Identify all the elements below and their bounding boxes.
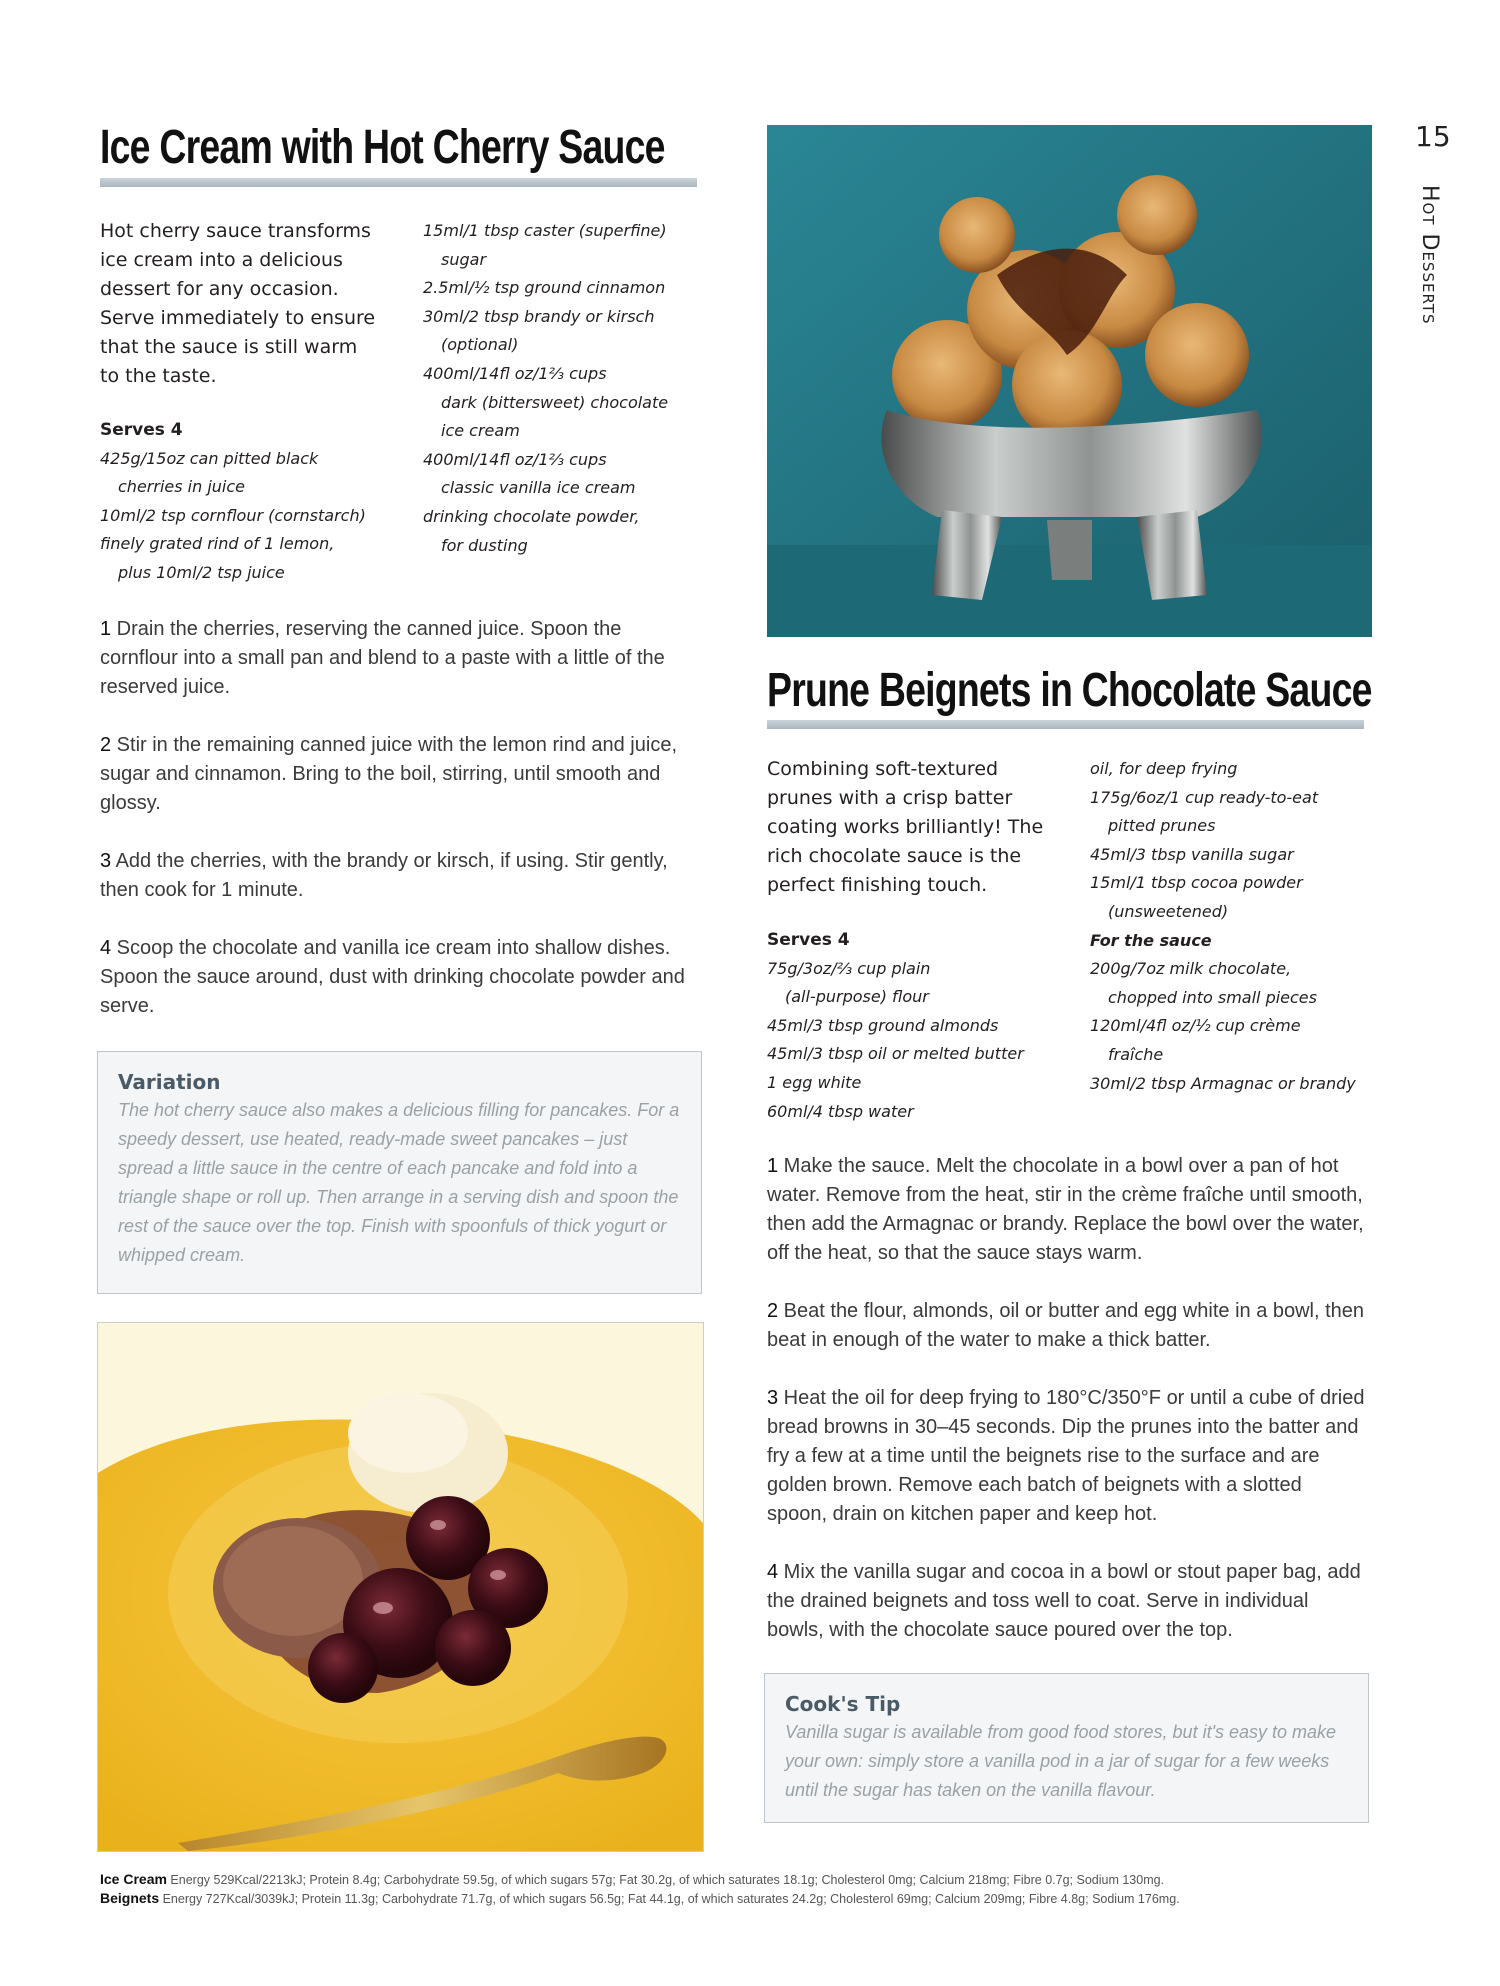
ice-cream-photo bbox=[97, 1322, 704, 1852]
step-text: Mix the vanilla sugar and cocoa in a bowl or stout paper bag, add the drained beignets and toss well to coat. Serve in individual bowls, with the chocolate sauce poured over the top. bbox=[767, 1561, 1361, 1641]
ingredient-item bbox=[100, 445, 400, 502]
method-step bbox=[767, 1384, 1367, 1529]
method-step bbox=[767, 1297, 1367, 1355]
ingredient-line: fraîche bbox=[1108, 1044, 1164, 1064]
ingredient-line: 30ml/2 tbsp brandy or kirsch bbox=[423, 306, 655, 326]
ingredient-line: 175g/6oz/1 cup ready-to-eat bbox=[1090, 787, 1319, 807]
ingredient-line: ice cream bbox=[441, 421, 520, 441]
step-number: 2 bbox=[767, 1300, 779, 1322]
ingredient-line: classic vanilla ice cream bbox=[441, 478, 636, 498]
variation-box bbox=[97, 1051, 702, 1294]
ice-cream-illustration bbox=[98, 1323, 703, 1851]
beignets-illustration bbox=[767, 125, 1372, 637]
ingredient-line: plus 10ml/2 tsp juice bbox=[118, 562, 285, 582]
ingredient-item bbox=[423, 360, 713, 446]
ingredient-item bbox=[100, 530, 400, 587]
step-number: 3 bbox=[100, 850, 112, 872]
variation-heading: Variation bbox=[118, 1070, 221, 1094]
ingredient-item bbox=[423, 217, 713, 274]
ingredient-item bbox=[767, 955, 1067, 1012]
step-text: Heat the oil for deep frying to 180°C/350°F or until a cube of dried bread browns in 30–45 seconds. Dip the prunes into the batter and fry a few at a time until the beignets rise to the surface and are golden brown. Remove each batch of beignets with a slotted spoon, drain on kitchen paper and keep hot. bbox=[767, 1387, 1365, 1525]
step-number: 1 bbox=[100, 618, 112, 640]
ingredient-item bbox=[100, 502, 400, 531]
ingredient-line: 120ml/4fl oz/½ cup crème bbox=[1090, 1016, 1301, 1036]
recipe2-ingredients-col1 bbox=[767, 926, 1067, 1126]
ingredient-line: 45ml/3 tbsp oil or melted butter bbox=[767, 1044, 1024, 1064]
recipe1-ingredient-list-1 bbox=[100, 445, 400, 588]
recipe1-title-rule bbox=[100, 178, 697, 187]
method-step bbox=[767, 1558, 1367, 1645]
ingredient-line: 45ml/3 tbsp vanilla sugar bbox=[1090, 844, 1294, 864]
ingredient-item bbox=[423, 274, 713, 303]
step-text: Make the sauce. Melt the chocolate in a bowl over a pan of hot water. Remove from the heat, stir in the crème fraîche until smooth, then add the Armagnac or brandy. Replace the bowl over the water, off the heat, so that the sauce stays warm. bbox=[767, 1155, 1364, 1264]
ingredient-item bbox=[1090, 869, 1390, 926]
nutrition-info bbox=[100, 1870, 1180, 1908]
method-step bbox=[767, 1152, 1367, 1268]
ingredient-item bbox=[1090, 1012, 1390, 1069]
ingredient-line: 2.5ml/½ tsp ground cinnamon bbox=[423, 278, 666, 298]
ingredient-item bbox=[1090, 755, 1390, 784]
step-number: 4 bbox=[767, 1561, 779, 1583]
ingredient-line: 75g/3oz/⅔ cup plain bbox=[767, 958, 931, 978]
ingredient-line: 400ml/14fl oz/1⅔ cups bbox=[423, 449, 607, 469]
method-step bbox=[100, 615, 690, 702]
ingredient-line: 15ml/1 tbsp cocoa powder bbox=[1090, 873, 1303, 893]
method-step bbox=[100, 731, 690, 818]
ingredient-item bbox=[767, 1098, 1067, 1127]
ingredient-line: 30ml/2 tbsp Armagnac or brandy bbox=[1090, 1073, 1356, 1093]
cooks-tip-text: Vanilla sugar is available from good food stores, but it's easy to make your own: simply store a vanilla pod in a jar of sugar for a few weeks until the sugar has taken on the vanilla flavour. bbox=[785, 1722, 1337, 1800]
step-number: 1 bbox=[767, 1155, 779, 1177]
recipe1-ingredient-list-2 bbox=[423, 217, 713, 560]
ingredient-line: 425g/15oz can pitted black bbox=[100, 448, 319, 468]
recipe2-steps bbox=[767, 1152, 1367, 1674]
method-step bbox=[100, 847, 690, 905]
ingredient-item bbox=[767, 1012, 1067, 1041]
ingredient-line: 60ml/4 tbsp water bbox=[767, 1101, 914, 1121]
recipe1-title: Ice Cream with Hot Cherry Sauce bbox=[100, 121, 665, 174]
step-text: Beat the flour, almonds, oil or butter and egg white in a bowl, then beat in enough of the water to make a thick batter. bbox=[767, 1300, 1365, 1351]
ingredient-item bbox=[1090, 1070, 1390, 1099]
step-text: Scoop the chocolate and vanilla ice cream into shallow dishes. Spoon the sauce around, dust with drinking chocolate powder and serve. bbox=[100, 937, 685, 1017]
step-number: 2 bbox=[100, 734, 112, 756]
ingredient-line: (optional) bbox=[441, 335, 519, 355]
beignets-photo bbox=[767, 125, 1372, 637]
recipe1-steps bbox=[100, 615, 690, 1050]
method-step bbox=[100, 934, 690, 1021]
recipe2-ingredient-list-2 bbox=[1090, 755, 1390, 927]
ingredient-line: 10ml/2 tsp cornflour (cornstarch) bbox=[100, 505, 366, 525]
recipe2-title-rule bbox=[767, 720, 1364, 729]
recipe2-intro: Combining soft-textured prunes with a crisp batter coating works brilliantly! The rich chocolate sauce is the perfect finishing touch. bbox=[767, 758, 1044, 896]
recipe1-ingredients-col2 bbox=[423, 217, 713, 560]
ingredient-line: oil, for deep frying bbox=[1090, 759, 1238, 778]
variation-text: The hot cherry sauce also makes a delicious filling for pancakes. For a speedy dessert, use heated, ready-made sweet pancakes – just spread a little sauce in the centre of each pancake and fold into a triangle shape or roll up. Then arrange in a serving dish and spoon the rest of the sauce over the top. Finish with spoonfuls of thick yogurt or whipped cream. bbox=[118, 1100, 680, 1265]
section-title: Hot Desserts bbox=[1417, 185, 1442, 325]
ingredient-item bbox=[767, 1069, 1067, 1098]
ingredient-line: dark (bittersweet) chocolate bbox=[441, 392, 669, 412]
nutrition-line bbox=[100, 1870, 1180, 1889]
ingredient-line: 200g/7oz milk chocolate, bbox=[1090, 959, 1292, 979]
recipe1-intro: Hot cherry sauce transforms ice cream into a delicious dessert for any occasion. Serve immediately to ensure that the sauce is still warm to the taste. bbox=[100, 220, 376, 387]
recipe2-ingredients-col2 bbox=[1090, 755, 1390, 1098]
ingredient-line: sugar bbox=[441, 249, 487, 269]
ingredient-item bbox=[1090, 841, 1390, 870]
step-text: Stir in the remaining canned juice with the lemon rind and juice, sugar and cinnamon. Bring to the boil, stirring, until smooth and glossy. bbox=[100, 734, 677, 814]
ingredient-item bbox=[423, 503, 713, 560]
ingredient-line: drinking chocolate powder, bbox=[423, 506, 640, 526]
ingredient-item bbox=[1090, 955, 1390, 1012]
sauce-ingredient-list bbox=[1090, 955, 1390, 1098]
step-text: Drain the cherries, reserving the canned juice. Spoon the cornflour into a small pan and blend to a paste with a little of the reserved juice. bbox=[100, 618, 665, 698]
step-text: Add the cherries, with the brandy or kirsch, if using. Stir gently, then cook for 1 minute. bbox=[100, 850, 668, 901]
sauce-heading: For the sauce bbox=[1090, 930, 1212, 950]
nutrition-line bbox=[100, 1889, 1180, 1908]
ingredient-line: 400ml/14fl oz/1⅔ cups bbox=[423, 363, 607, 383]
ingredient-item bbox=[1090, 784, 1390, 841]
ingredient-line: finely grated rind of 1 lemon, bbox=[100, 534, 335, 554]
recipe2-serves: Serves 4 bbox=[767, 930, 850, 950]
ingredient-item bbox=[423, 303, 713, 360]
nutrition-label: Ice Cream bbox=[100, 1871, 167, 1887]
page-number: 15 bbox=[1415, 120, 1451, 153]
ingredient-line: pitted prunes bbox=[1108, 816, 1216, 836]
ingredient-line: for dusting bbox=[441, 535, 528, 555]
step-number: 3 bbox=[767, 1387, 779, 1409]
ingredient-line: chopped into small pieces bbox=[1108, 987, 1317, 1007]
ingredient-line: (unsweetened) bbox=[1108, 901, 1229, 921]
ingredient-line: cherries in juice bbox=[118, 477, 245, 497]
ingredient-line: 45ml/3 tbsp ground almonds bbox=[767, 1015, 999, 1035]
recipe1-serves: Serves 4 bbox=[100, 420, 183, 440]
step-number: 4 bbox=[100, 937, 112, 959]
ingredient-item bbox=[423, 446, 713, 503]
recipe2-ingredient-list-1 bbox=[767, 955, 1067, 1127]
recipe1-ingredients-col1 bbox=[100, 416, 400, 588]
cooks-tip-heading: Cook's Tip bbox=[785, 1692, 901, 1716]
ingredient-item bbox=[767, 1040, 1067, 1069]
ingredient-line: 1 egg white bbox=[767, 1072, 862, 1092]
cooks-tip-box bbox=[764, 1673, 1369, 1823]
nutrition-text: Energy 529Kcal/2213kJ; Protein 8.4g; Carbohydrate 59.5g, of which sugars 57g; Fat 30.2g, of which saturates 18.1g; Cholesterol 0mg; Calcium 218mg; Fibre 0.7g; Sodium 130mg. bbox=[166, 1873, 1165, 1887]
recipe2-title: Prune Beignets in Chocolate Sauce bbox=[767, 664, 1372, 717]
nutrition-text: Energy 727Kcal/3039kJ; Protein 11.3g; Carbohydrate 71.7g, of which sugars 56.5g; Fat 44.1g, of which saturates 24.2g; Cholesterol 69mg; Calcium 209mg; Fibre 4.8g; Sodium 176mg. bbox=[159, 1892, 1180, 1906]
ingredient-line: (all-purpose) flour bbox=[785, 987, 929, 1007]
ingredient-line: 15ml/1 tbsp caster (superfine) bbox=[423, 221, 667, 240]
nutrition-label: Beignets bbox=[100, 1890, 160, 1906]
